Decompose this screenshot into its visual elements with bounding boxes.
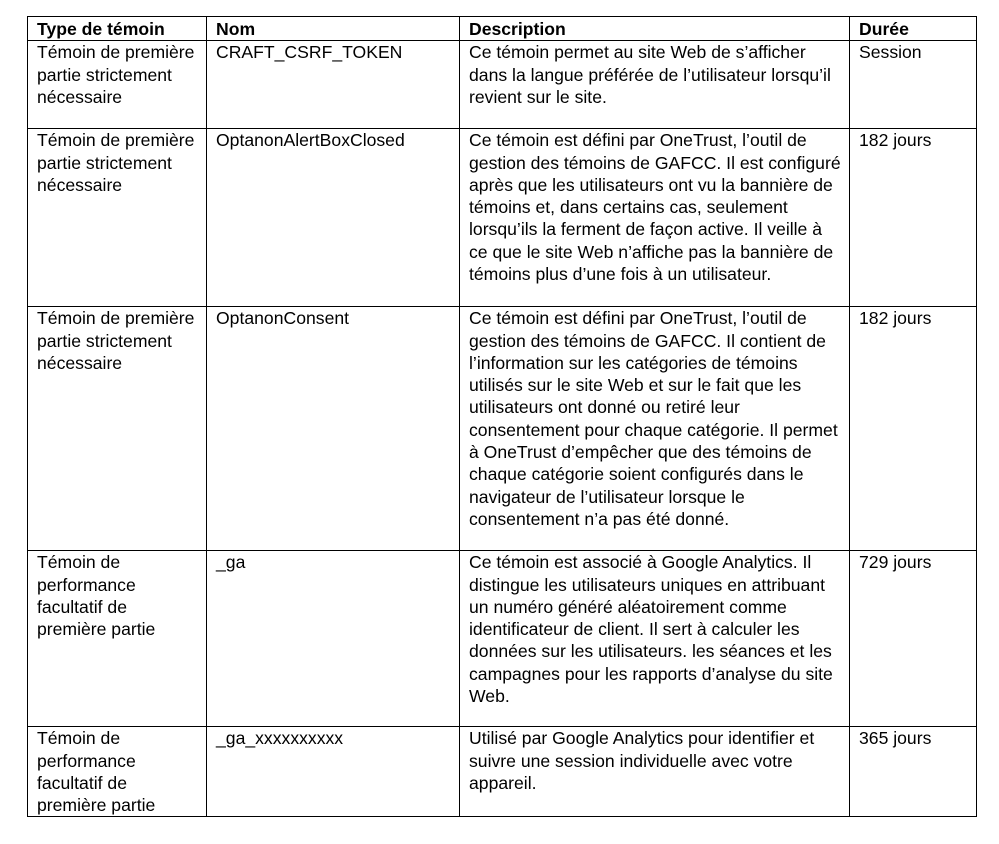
- cell-duration-text: 182 jours: [859, 308, 932, 329]
- table-row: [28, 551, 977, 727]
- cell-description-text: Ce témoin est défini par OneTrust, l’outil de gestion des témoins de GAFCC. Il contient de l’information sur les catégories de témoins utilisés sur le site Web et sur le fait que les utilisateurs ont donné ou retiré leur consentement pour chaque catégorie. Il permet à OneTrust d’empêcher que des témoins de chaque catégorie soient configurés dans le navigateur de l’utilisateur lorsque le consentement n’a pas été donné.: [469, 308, 838, 529]
- cell-description-text: Ce témoin est associé à Google Analytics. Il distingue les utilisateurs uniques en attribuant un numéro généré aléatoirement comme identificateur de client. Il sert à calculer les données sur les utilisateurs. les séances et les campagnes pour les rapports d’analyse du site Web.: [469, 552, 833, 707]
- table-row: [28, 307, 977, 551]
- cell-type-text: Témoin de performance facultatif de première partie: [37, 728, 156, 816]
- cell-name: [207, 551, 460, 727]
- header-name: Nom: [207, 17, 460, 41]
- cell-name: [207, 307, 460, 551]
- header-row: [28, 17, 977, 41]
- table-row: [28, 727, 977, 817]
- cell-duration: [850, 41, 977, 129]
- cell-name-text: _ga_xxxxxxxxxx: [216, 728, 344, 749]
- table-body: [28, 41, 977, 817]
- cell-type-text: Témoin de première partie strictement nécessaire: [37, 42, 195, 107]
- header-duration: Durée: [850, 17, 977, 41]
- cell-name-text: OptanonConsent: [216, 308, 350, 329]
- cell-type-text: Témoin de première partie strictement nécessaire: [37, 130, 195, 195]
- cell-type: [28, 727, 207, 817]
- cell-description-text: Ce témoin est défini par OneTrust, l’outil de gestion des témoins de GAFCC. Il est configuré après que les utilisateurs ont vu la bannière de témoins et, dans certains cas, seulement lorsqu’ils la ferment de façon active. Il veille à ce que le site Web n’affiche pas la bannière de témoins plus d’une fois à un utilisateur.: [469, 130, 841, 285]
- table-row: [28, 129, 977, 307]
- cell-name-text: CRAFT_CSRF_TOKEN: [216, 42, 403, 63]
- cell-description: [460, 129, 850, 307]
- cell-type-text: Témoin de performance facultatif de première partie: [37, 552, 156, 640]
- table-row: [28, 41, 977, 129]
- cell-name: [207, 727, 460, 817]
- cell-duration: [850, 129, 977, 307]
- cell-duration: [850, 727, 977, 817]
- header-description: Description: [460, 17, 850, 41]
- cell-duration: [850, 307, 977, 551]
- cell-name: [207, 129, 460, 307]
- cell-name-text: OptanonAlertBoxClosed: [216, 130, 405, 151]
- cell-type: [28, 307, 207, 551]
- cell-duration-text: 182 jours: [859, 130, 932, 151]
- cell-duration-text: 365 jours: [859, 728, 932, 749]
- cell-type: [28, 41, 207, 129]
- table-header: [28, 17, 977, 41]
- cell-description-text: Utilisé par Google Analytics pour identifier et suivre une session individuelle avec votre appareil.: [469, 728, 815, 793]
- cell-duration-text: 729 jours: [859, 552, 932, 573]
- cell-description: [460, 551, 850, 727]
- cell-description: [460, 727, 850, 817]
- cell-type-text: Témoin de première partie strictement nécessaire: [37, 308, 195, 373]
- cell-duration: [850, 551, 977, 727]
- cell-type: [28, 129, 207, 307]
- cell-name-text: _ga: [216, 552, 246, 573]
- cell-duration-text: Session: [859, 42, 922, 63]
- cell-description-text: Ce témoin permet au site Web de s’afficher dans la langue préférée de l’utilisateur lorsqu’il revient sur le site.: [469, 42, 831, 107]
- cell-description: [460, 307, 850, 551]
- cell-type: [28, 551, 207, 727]
- header-type: Type de témoin: [28, 17, 207, 41]
- cookie-table: [27, 16, 977, 817]
- cell-name: [207, 41, 460, 129]
- cell-description: [460, 41, 850, 129]
